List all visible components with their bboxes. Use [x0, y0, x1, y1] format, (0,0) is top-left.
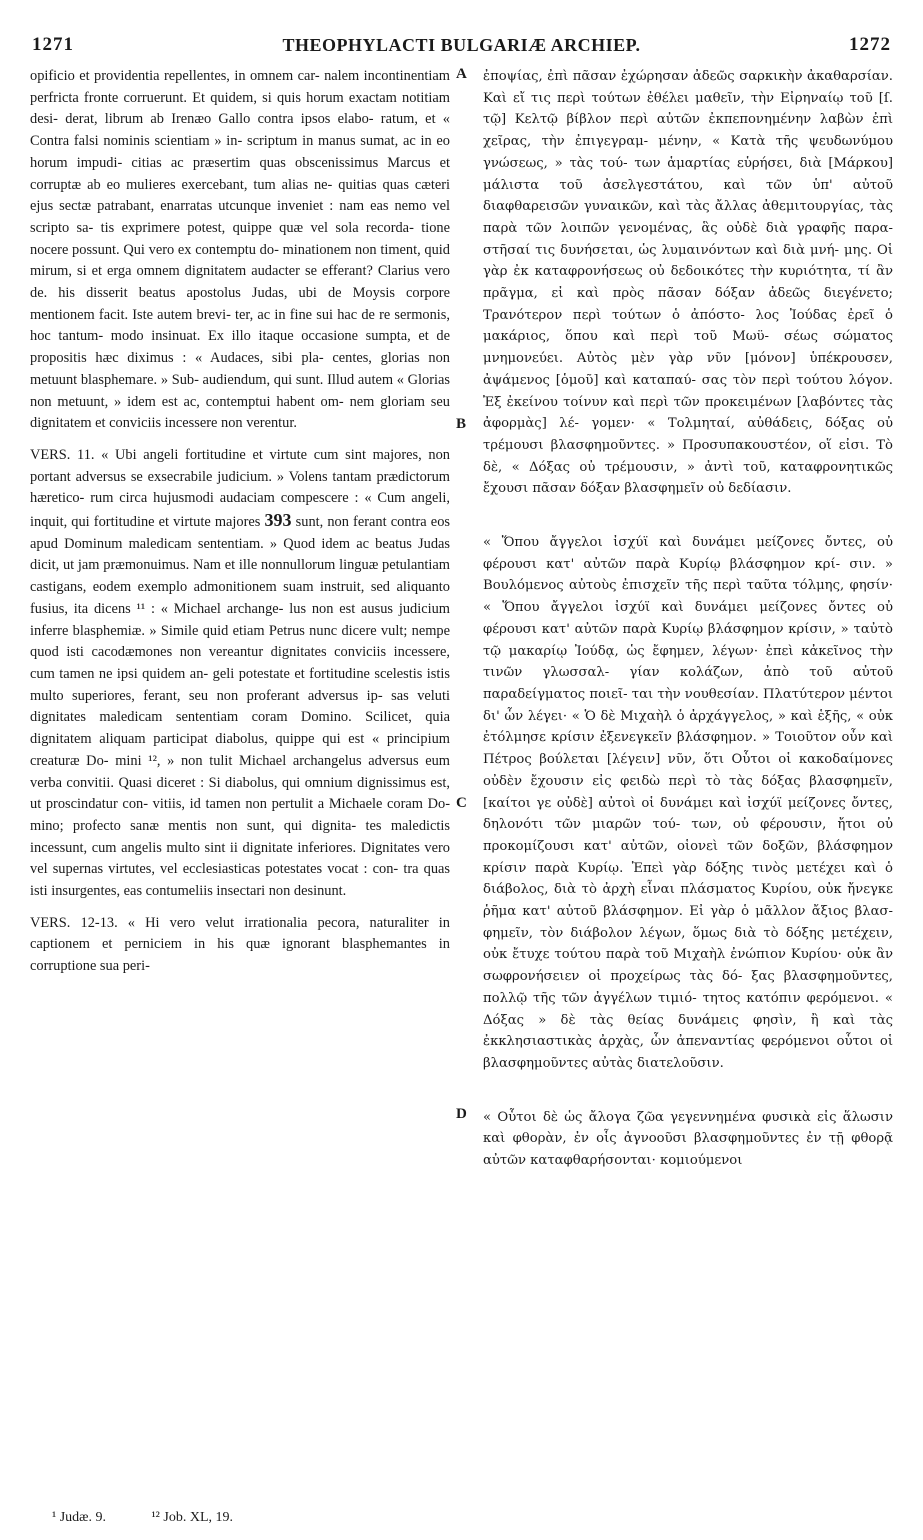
latin-paragraph-2-part-2: sunt, non ferant contra eos apud Dominum maledicam sententiam. » Quod idem ac beatus Judas dicit, ut jam præmonuimus. Nam et ille nonnullorum linguæ petulantiam castigans, eodem exemplo admonitionem suam instruit, sed aliquanto fusius, ita dicens ¹¹ : « Michael archange- lus non est ausus judicium inferre blasphemiæ. » Simile quid etiam Petrus nunc dicere vult; nempe quod isti cacodæmones non vereantur dignitates conviciis incessere, cum tamen ne ipsi quidem an- geli potestate et fortitudine scelestis istis multo superiores, ferant, seu non proferant adversus ip- sas veluti dignitates maledicam sententiam coram Domino. Scilicet, quia dignitatem aliquam participat diabolus, quippe qui est « principium creaturæ Do- mini ¹², » non tulit Michael archangelus adversus eum verba convitii. Quasi diceret : Si diabolus, qui omnium dignissimus est, ut proscindatur con- vitiis, id tamen non pertulit a Michaele coram Do- mino; profecto sanæ mentis non sunt, qui dignita- tes maledictis incessunt, cum angelis multo sint ii dignitate inferiores. Dignitates vero vel supernas virtutes, vel ecclesiasticas potestates vocat : con- tra quas isti insurgentes, eas contumeliis insectari non desinunt.	[30, 514, 450, 900]
margin-marker-a: A	[456, 66, 467, 82]
footnotes	[52, 1510, 275, 1526]
page-header	[32, 34, 891, 60]
latin-paragraph-1: opificio et providentia repellentes, in omnem car- nalem incontinentiam perfricta fronte corruerunt. Et quidem, si quis horum exactam notitiam desi- derat, librum ab Irenæo Gallo contra ipsos elabo- ratum, et « Contra falsi nominis scientiam » in- scriptum in manus sumat, ac in eo horum impudi- citias ac præsertim quas obscenissimus Marcus et corruptæ ab eo mulieres exercebant, tum alias ne- quitias quas cæteri ejus sectæ patrabant, enarratas utcunque inveniet : nam eas nemo vel scripto sa- tis exprimere potest, quippe quæ vel sola recorda- tione nocere possunt. Qui vero ex contemptu do- minationem non timent, quid mirum, si et erga omnem dignitatem audacter se efferant? Clarius vero de. his disserit beatus apostolus Judas, ubi de Moysis corpore mentionem facit. Iste autem brevi- ter, ac in fine sui hac de re sermonis, hoc tantum- modo insinuat. Ex illo itaque occasione sumpta, et de propositis hæc diximus : « Audaces, sibi pla- centes, glorias non metuunt blasphemare. » Sub- audiendum, qui sunt. Illud autem « Glorias non metuunt, » idem est ac, contemptui habent om- nem gloriam seu dignitatem et conviciis incessere non verentur.	[30, 68, 450, 432]
left-column-number: 1271	[32, 34, 74, 55]
greek-paragraph-1: ἐποψίας, ἐπὶ πᾶσαν ἐχώρησαν ἀδεῶς σαρκικὴν ἀκαθαρσίαν. Καὶ εἴ τις περὶ τούτων ἐθέλει μαθεῖν, τὴν Εἰρηναίῳ τοῦ [ſ. τῷ] Κελτῷ βίβλον περὶ αὐτῶν ἐκπεπονημένην λαβὼν ἐπὶ χεῖρας, τὴν ἐπιγεγραμ- μένην, « Κατὰ τῆς ψευδωνύμου γνώσεως, » τὰς τού- των ἁμαρτίας εὑρήσει, διὰ [Μάρκου] μάλιστα τοῦ ἀσελγεστάτου, καὶ τῶν ὑπ' αὐτοῦ διαφθαρεισῶν γυναικῶν, καὶ τὰς ἄλλας ἀθεμιτουργίας, τὰς παρὰ τῶν λοιπῶν γενομένας, ἃς οὐδὲ διὰ γραφῆς παρα- στῆσαί τις δυνήσεται, ὡς λυμαινόντων καὶ διὰ μνή- μης. Οἱ γὰρ ἐκ καταφρονήσεως οὐ δεδοικότες τὴν κυριότητα, τί ἂν πρᾶγμα, εἰ καὶ πρὸς πᾶσαν δόξαν ἀδεῶς διεγένετο; Τρανότερον περὶ τούτων ὁ ἀπόστο- λος Ἰούδας ἐρεῖ ὁ μακάριος, ὅπου καὶ περὶ τοῦ Μωϋ- σέως σώματος μνημονεύει. Αὐτὸς μὲν γὰρ νῦν [μόνον] ὑπέκρουσεν, ἀψάμενος [ὁμοῦ] καὶ καταπαύ- σας τὸν περὶ τούτου λόγον. Ἐξ ἐκείνου τοίνυν καὶ περὶ τῶν προκειμένων [λαβόντες τὰς ἀφορμὰς] λέ- γομεν· « Τολμηταί, αὐθάδεις, δόξας οὐ τρέμουσι βλασφημοῦντες. » Προσυπακουστέον, οἵ εἰσι. Τὸ δὲ, « Δόξας οὐ τρέμουσιν, » ἀντὶ τοῦ, καταφρονητικῶς ἔχουσι πᾶσαν δόξαν βλασφημεῖν οὐ δεδίασιν.	[483, 69, 893, 497]
inline-page-number: 393	[264, 510, 292, 531]
latin-paragraph-2	[30, 445, 450, 903]
latin-paragraph-2-part-1: VERS. 11. « Ubi angeli fortitudine et virtute cum sint majores, non portant adversus se exsecrabile judicium. » Volens tantam prædictorum hæretico- rum circa hujusmodi audaciam compescere : « Cum angeli, inquit, qui fortitudine et virtute majores	[30, 446, 450, 531]
greek-paragraph-3: « Οὗτοι δὲ ὡς ἄλογα ζῶα γεγεννημένα φυσικὰ εἰς ἅλωσιν καὶ φθορὰν, ἐν οἷς ἀγνοοῦσι βλασφημοῦντες ἐν τῇ φθορᾷ αὐτῶν καταφθαρήσονται· κομιούμενοι	[483, 1109, 893, 1169]
right-column-number: 1272	[849, 34, 891, 55]
greek-column	[483, 66, 893, 1186]
footnote-11: ¹ Judæ. 9.	[52, 1510, 106, 1525]
margin-marker-c: C	[456, 795, 467, 811]
margin-marker-d: D	[456, 1106, 467, 1122]
latin-paragraph-3: VERS. 12-13. « Hi vero velut irrationalia pecora, naturaliter in captionem et perniciem in his quæ ignorant blasphemantes in corruptione sua peri-	[30, 914, 450, 975]
latin-column	[30, 66, 450, 988]
greek-paragraph-2: « Ὅπου ἄγγελοι ἰσχύϊ καὶ δυνάμει μείζονες ὄντες, οὐ φέρουσι κατ' αὐτῶν παρὰ Κυρίῳ βλάσφημον κρί- σιν. » Βουλόμενος αὐτοὺς ἐπισχεῖν τῆς περὶ ταῦτα τόλμης, φησίν· « Ὅπου ἄγγελοι ἰσχύϊ καὶ δυνάμει μείζονες ὄντες οὐ φέρουσι κατ' αὐτῶν παρὰ Κυρίῳ βλάσφημον κρίσιν, » ταὐτὸ τῷ μακαρίῳ Ἰούδᾳ, ὡς ἔφημεν, λέγων· ἐπεὶ κἀκεῖνος τὴν τινῶν γλωσσαλ- γίαν κολάζων, ἀπὸ τοῦ αὐτοῦ παραδείγματος ποιεῖ- ται τὴν νουθεσίαν. Πλατύτερον μέντοι δι' ὧν λέγει· « Ὁ δὲ Μιχαὴλ ὁ ἀρχάγγελος, » καὶ ἑξῆς, « οὐκ ἐτόλμησε κρίσιν ἐξενεγκεῖν βλάσφημον. » Τοιοῦτον οὖν καὶ Πέτρος βούλεται [λέγειν] νῦν, ὅτι Οὗτοι οἱ κακοδαίμονες οὐδὲν ἔχουσιν εἰς φειδὼ περὶ τὸ τὰς δόξας βλασφημεῖν, [καίτοι γε οὐδὲ] αὐτοὶ οἱ δυνάμει καὶ ἰσχύϊ μείζονες ὄντες, δηλονότι τῶν μιαρῶν τού- των, οὐ φέρουσιν, ἤτοι οὐ προκομίζουσι κατ' αὐτῶν, οἱονεὶ τῶν δοξῶν, βλάσφημον κρίσιν παρὰ Κυρίῳ. Ἐπεὶ γὰρ δόξης τινὸς μετέχει καὶ ὁ διάβολος, διὰ τὸ ἀρχὴ εἶναι πλάσματος Κυρίου, οὐκ ἤνεγκε ῥῆμα κατ' αὐτοῦ βλάσφημον. Εἰ γὰρ ὁ μᾶλλον ἄξιος βλασ- φημεῖν, τὸν διάβολον λέγων, ὅμως διὰ τὸ δόξης μετέχειν, οὐκ ἔτυχε τούτου παρὰ τοῦ Μιχαὴλ ἐνώπιον Κυρίου· οὐκ ἂν σωφρονήσειεν οἱ προχείρως τὰς δό- ξας βλασφημοῦντες, πολλῷ τῆς τῶν ἀγγέλων τιμιό- τητος κατόπιν φερόμενοι. « Δόξας » δὲ τὰς θείας δυνάμεις φησὶν, ἢ καὶ τὰς ἐκκλησιαστικὰς ἀρχὰς, ὧν ἀπεναντίας φερόμενοι οὗτοι οἱ βλασφημοῦντες αὐτὰς διατελοῦσιν.	[483, 535, 893, 1071]
margin-marker-b: B	[456, 416, 467, 432]
footnote-12: ¹² Job. XL, 19.	[151, 1510, 233, 1525]
running-title: THEOPHYLACTI BULGARIÆ ARCHIEP.	[282, 35, 641, 55]
